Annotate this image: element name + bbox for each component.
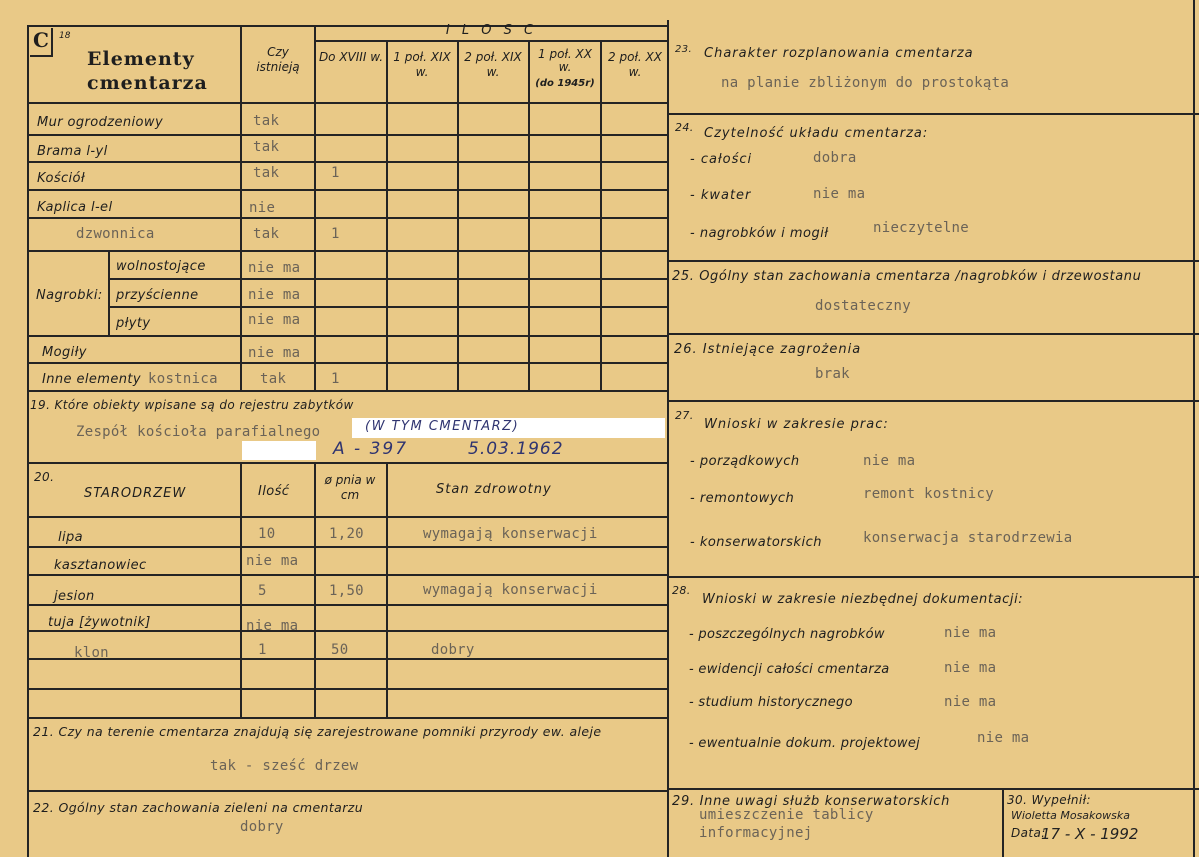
rule — [108, 250, 110, 335]
element-label: wolnostojące — [116, 259, 206, 274]
tree-stan: wymagają konserwacji — [423, 582, 598, 598]
rule — [30, 55, 52, 57]
element-value: tak — [253, 139, 280, 155]
sec24-num: 24. — [675, 121, 694, 134]
element-label: przyścienne — [116, 288, 199, 303]
element-xviii: 1 — [331, 165, 340, 181]
sec20-col-ilosc: Ilość — [258, 484, 290, 499]
rule — [27, 189, 669, 191]
element-value: tak — [253, 165, 280, 181]
col-czy-istnieja: Czy istnieją — [256, 45, 300, 74]
sec19-hand1: (W TYM CMENTARZ) — [365, 419, 520, 434]
sec26-label: 26. Istniejące zagrożenia — [674, 342, 862, 357]
col-1pol-xx-note: (do 1945r) — [535, 78, 595, 89]
sec20-col-stan: Stan zdrowotny — [436, 482, 552, 497]
element-value: nie ma — [248, 345, 301, 361]
sec28-item-label: - studium historycznego — [689, 695, 853, 710]
rule — [27, 462, 669, 464]
element-label: Mur ogrodzeniowy — [37, 115, 164, 130]
element-value: nie — [249, 200, 276, 216]
sec26-value: brak — [815, 366, 850, 382]
sec21-value: tak - sześć drzew — [210, 758, 359, 774]
sec29-value-line2: informacyjnej — [699, 825, 813, 841]
rule — [27, 658, 669, 660]
rule — [1002, 788, 1004, 857]
rule — [27, 390, 669, 392]
rule — [27, 688, 669, 690]
sec25-value: dostateczny — [815, 298, 912, 314]
rule — [314, 462, 316, 718]
sec28-item-value: nie ma — [944, 625, 997, 641]
title-line2: cmentarza — [87, 72, 208, 94]
col-2pol-xx: 2 poł. XX w. — [608, 50, 662, 79]
rule — [667, 20, 669, 857]
sec25-label: 25. Ogólny stan zachowania cmentarza /nagrobków i drzewostanu — [672, 269, 1142, 284]
sec28-num: 28. — [672, 584, 691, 597]
element-value: nie ma — [248, 260, 301, 276]
sec27-num: 27. — [675, 409, 694, 422]
card-letter: C — [33, 28, 49, 52]
sec22-value: dobry — [240, 819, 284, 835]
sec20-col-pnia: ø pnia w cm — [324, 473, 376, 502]
sec23-num: 23. — [675, 44, 693, 55]
rule — [386, 40, 388, 390]
sec27-item-value: remont kostnicy — [863, 486, 994, 502]
rule — [667, 576, 1199, 578]
sec30-label: 30. Wypełnił: — [1007, 793, 1091, 807]
sec27-label: Wnioski w zakresie prac: — [704, 417, 889, 432]
element-label-typed: kostnica — [148, 371, 218, 387]
sec27-item-label: - porządkowych — [690, 454, 800, 469]
title-line1: Elementy — [87, 48, 195, 70]
sec22-label: 22. Ogólny stan zachowania zieleni na cmentarzu — [33, 800, 364, 815]
rule — [27, 717, 669, 719]
element-value: tak — [260, 371, 287, 387]
element-label: Kościół — [37, 171, 86, 186]
tree-pnia: 1,50 — [329, 583, 364, 599]
rule — [108, 306, 669, 308]
rule — [27, 574, 669, 576]
tree-ilosc: 1 — [258, 642, 267, 658]
element-xviii: 1 — [331, 371, 340, 387]
rule — [27, 217, 669, 219]
rule — [27, 604, 669, 606]
sec29-label: 29. Inne uwagi służb konserwatorskich — [672, 794, 951, 809]
sec24-item-value: nie ma — [813, 186, 866, 202]
element-label: płyty — [116, 316, 151, 331]
sec27-item-label: - konserwatorskich — [690, 535, 822, 550]
rule — [1193, 0, 1195, 857]
element-value: nie ma — [248, 287, 301, 303]
white-strip — [242, 441, 316, 460]
rule — [667, 260, 1199, 262]
rule — [667, 113, 1199, 115]
sec19-typed: Zespół kościoła parafialnego — [76, 424, 321, 440]
col-1pol-xx: 1 poł. XX w. — [538, 47, 592, 74]
rule — [27, 134, 669, 136]
tree-pnia: 1,20 — [329, 526, 364, 542]
tree-name: tuja [żywotnik] — [48, 615, 151, 630]
col-1pol-xix: 1 poł. XIX w. — [393, 50, 451, 79]
rule — [457, 40, 459, 390]
sec24-item-label: - całości — [690, 152, 753, 167]
sec27-item-label: - remontowych — [690, 491, 795, 506]
rule — [27, 516, 669, 518]
rule — [108, 278, 669, 280]
tree-name: jesion — [54, 589, 95, 604]
element-label: dzwonnica — [76, 226, 155, 242]
sec19-label: 19. Które obiekty wpisane są do rejestru zabytków — [30, 398, 354, 412]
element-label: Brama l-yl — [37, 144, 108, 159]
rule — [27, 25, 29, 857]
sec28-item-value: nie ma — [977, 730, 1030, 746]
col-ilosc: I L O S C — [445, 23, 538, 38]
element-label: Inne elementy — [42, 372, 141, 387]
element-xviii: 1 — [331, 226, 340, 242]
rule — [27, 362, 669, 364]
sec28-label: Wnioski w zakresie niezbędnej dokumentacji: — [702, 592, 1024, 607]
card-num: 18 — [59, 31, 71, 41]
sec24-item-value: nieczytelne — [873, 220, 970, 236]
sec23-value: na planie zbliżonym do prostokąta — [721, 75, 1010, 91]
rule — [27, 161, 669, 163]
sec27-item-value: konserwacja starodrzewia — [863, 530, 1073, 546]
col-2pol-xix: 2 poł. XIX w. — [464, 50, 522, 79]
rule — [27, 630, 669, 632]
sec20-col-starodrzew: STARODRZEW — [84, 486, 187, 501]
col-xviii: Do XVIII w. — [318, 50, 384, 64]
sec28-item-label: - ewentualnie dokum. projektowej — [689, 736, 921, 751]
sec28-item-label: - ewidencji całości cmentarza — [689, 662, 890, 677]
tree-stan: dobry — [431, 642, 475, 658]
sec28-item-label: - poszczególnych nagrobków — [689, 627, 885, 642]
tree-ilosc: 10 — [258, 526, 276, 542]
tree-pnia: 50 — [331, 642, 349, 658]
tree-name: klon — [74, 645, 109, 661]
tree-ilosc: nie ma — [246, 618, 299, 634]
rule — [27, 790, 669, 792]
rule — [600, 40, 602, 390]
rule — [667, 400, 1199, 402]
sec30-date-label: Data: — [1011, 826, 1046, 840]
sec19-hand3: 5.03.1962 — [468, 439, 564, 459]
sec30-date: 17 - X - 1992 — [1041, 825, 1139, 843]
sec24-item-value: dobra — [813, 150, 857, 166]
sec23-label: Charakter rozplanowania cmentarza — [704, 46, 974, 61]
sec24-label: Czytelność układu cmentarza: — [704, 126, 929, 141]
nagrobki-label: Nagrobki: — [36, 288, 103, 303]
element-value: tak — [253, 113, 280, 129]
rule — [667, 788, 1199, 790]
rule — [314, 40, 669, 42]
rule — [51, 28, 53, 57]
rule — [27, 250, 669, 252]
rule — [240, 462, 242, 718]
sec20-num: 20. — [34, 470, 55, 484]
tree-ilosc: 5 — [258, 583, 267, 599]
sec19-hand2: A - 397 — [333, 439, 409, 459]
element-label: Mogiły — [42, 345, 87, 360]
rule — [27, 546, 669, 548]
sec29-value-line1: umieszczenie tablicy — [699, 807, 874, 823]
sec21-label: 21. Czy na terenie cmentarza znajdują się zarejestrowane pomniki przyrody ew. aleje — [33, 724, 602, 739]
rule — [27, 335, 669, 337]
sec30-name: Wioletta Mosakowska — [1011, 809, 1130, 822]
sec24-item-label: - kwater — [690, 188, 752, 203]
tree-stan: wymagają konserwacji — [423, 526, 598, 542]
element-value: nie ma — [248, 312, 301, 328]
tree-name: kasztanowiec — [54, 558, 147, 573]
rule — [667, 333, 1199, 335]
rule — [386, 462, 388, 718]
element-value: tak — [253, 226, 280, 242]
tree-name: lipa — [58, 530, 84, 545]
sec28-item-value: nie ma — [944, 694, 997, 710]
tree-ilosc: nie ma — [246, 553, 299, 569]
sec28-item-value: nie ma — [944, 660, 997, 676]
rule — [27, 102, 669, 104]
element-label: Kaplica l-el — [37, 200, 113, 215]
sec24-item-label: - nagrobków i mogił — [690, 226, 829, 241]
rule — [528, 40, 530, 390]
sec27-item-value: nie ma — [863, 453, 916, 469]
